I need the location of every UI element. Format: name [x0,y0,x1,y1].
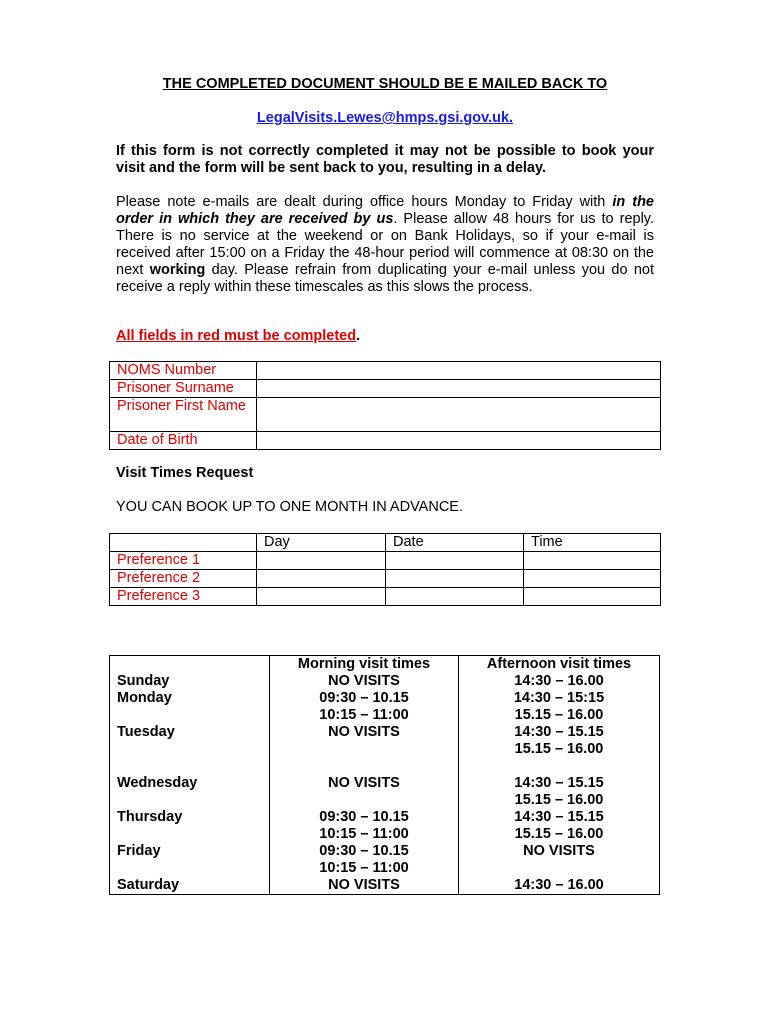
afternoon-slot: 14:30 – 16.00 [459,877,660,895]
required-note-text: All fields in red must be completed [116,328,357,344]
surname-input[interactable] [257,380,661,398]
visit-times-corner [110,656,270,674]
morning-slot-line: 10:15 – 11:00 [319,707,409,723]
day-label: Sunday [117,673,170,689]
noms-label: NOMS Number [110,362,257,380]
preference-label: Preference 2 [110,570,257,588]
table-row [110,690,660,724]
day-label: Tuesday [117,724,175,740]
preference-day-input[interactable] [257,552,386,570]
afternoon-slot: 14:30 – 16.00 [459,673,660,690]
preferences-table [109,533,661,606]
afternoon-slot-line: 15.15 – 16.00 [514,741,604,757]
prisoner-details-table [109,361,661,450]
warning-text: If this form is not correctly completed it may not be possible to book your visit and the form will be sent back to you, resulting in a delay. [116,143,654,176]
morning-slot: NO VISITS [270,775,459,809]
table-row [110,843,660,877]
preferences-corner [110,534,257,552]
note-part-1: Please note e-mails are dealt during office hours Monday to Friday with [116,194,613,210]
preference-day-input[interactable] [257,588,386,606]
morning-slot-line: 09:30 – 10.15 [319,843,409,859]
afternoon-slot-line: 14:30 – 15.15 [514,809,604,825]
afternoon-header: Afternoon visit times [459,656,660,674]
preference-date-input[interactable] [386,570,524,588]
preference-label: Preference 1 [110,552,257,570]
afternoon-slot-line: 15.15 – 16.00 [514,707,604,723]
morning-header: Morning visit times [270,656,459,674]
advance-booking-note: YOU CAN BOOK UP TO ONE MONTH IN ADVANCE. [116,499,463,515]
morning-slot-line: 10:15 – 11:00 [319,826,409,842]
email-link[interactable]: LegalVisits.Lewes@hmps.gsi.gov.uk. [256,110,514,126]
afternoon-slot-line: 15.15 – 16.00 [514,826,604,842]
morning-slot [270,690,459,724]
table-row [110,775,660,809]
office-hours-note [116,194,654,296]
afternoon-slot-line: 14:30 – 15:15 [513,690,605,706]
morning-slot [270,809,459,843]
morning-slot-line: 09:30 – 10.15 [319,690,409,706]
morning-slot: NO VISITS [270,673,459,690]
day-label: Wednesday [117,775,198,791]
morning-slot: NO VISITS [270,877,459,895]
day-label: Saturday [117,877,180,893]
preference-time-input[interactable] [524,588,661,606]
note-part-3: day. Please refrain from duplicating your e-mail unless you do not receive a reply within these timescales as this slows the process. [116,262,655,295]
document-title: THE COMPLETED DOCUMENT SHOULD BE E MAILED BACK TO [162,76,608,92]
table-row [110,724,660,775]
morning-slot: NO VISITS [270,724,459,775]
table-row [110,673,660,690]
morning-slot-line: 09:30 – 10.15 [319,809,409,825]
note-part-2: . Please allow 48 hours for us to reply. There is no service at the weekend or on Bank Holidays, so if your e-mail is received after 15:00 on a Friday the 48-hour period will commence at 08:30 on the next [116,211,654,278]
visit-times-table [109,655,660,895]
time-column-header: Time [524,534,661,552]
afternoon-slot [459,724,660,775]
table-row [110,809,660,843]
visit-request-heading: Visit Times Request [116,465,254,481]
required-note [116,328,360,344]
preference-date-input[interactable] [386,552,524,570]
preference-label: Preference 3 [110,588,257,606]
afternoon-slot-line: 14:30 – 15.15 [514,724,604,740]
afternoon-slot: NO VISITS [459,843,660,877]
morning-slot-line: 10:15 – 11:00 [319,860,409,876]
morning-slot [270,843,459,877]
note-emphasis: in the order in which they are received by us [116,194,654,227]
dob-input[interactable] [257,432,661,450]
preference-time-input[interactable] [524,570,661,588]
afternoon-slot [459,690,660,724]
table-row [110,877,660,895]
noms-input[interactable] [257,362,661,380]
first-name-label: Prisoner First Name [110,398,257,432]
first-name-input[interactable] [257,398,661,432]
day-column-header: Day [257,534,386,552]
day-label: Thursday [117,809,183,825]
day-label: Friday [117,843,161,859]
afternoon-slot [459,809,660,843]
preference-day-input[interactable] [257,570,386,588]
afternoon-slot-line: 14:30 – 15.15 [514,775,604,791]
date-column-header: Date [386,534,524,552]
afternoon-slot-line: 15.15 – 16.00 [514,792,604,808]
preference-time-input[interactable] [524,552,661,570]
afternoon-slot [459,775,660,809]
note-working: working [149,262,206,278]
surname-label: Prisoner Surname [110,380,257,398]
preference-date-input[interactable] [386,588,524,606]
required-note-dot: . [356,328,361,344]
day-label: Monday [117,690,172,706]
dob-label: Date of Birth [110,432,257,450]
